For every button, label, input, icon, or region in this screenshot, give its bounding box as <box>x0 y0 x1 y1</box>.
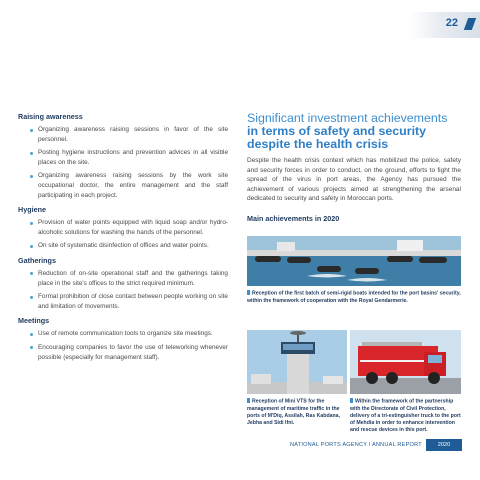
section-heading: Hygiene <box>18 205 46 215</box>
title-line: despite the health crisis <box>247 137 389 151</box>
footer-year: 2020 <box>426 439 462 451</box>
caption-marker <box>350 398 353 403</box>
list-item: Formal prohibition of close contact between people working on site and limitation of movements. <box>18 292 228 311</box>
caption-marker <box>247 398 250 403</box>
list-item: Use of remote communication tools to organize site meetings. <box>18 329 228 339</box>
bullet-list <box>18 269 228 311</box>
list-item: Encouraging companies to favor the use of teleworking whenever possible (especially for management staff). <box>18 343 228 362</box>
achievements-heading: Main achievements in 2020 <box>247 213 340 223</box>
list-item: Posting hygiene instructions and prevention advices in all visible places on the site. <box>18 148 228 167</box>
article-title <box>247 112 461 151</box>
right-column <box>247 112 461 229</box>
list-item: Provision of water points equipped with liquid soap and/or hydro-alcoholic solutions for washing the hands of the personnel. <box>18 218 228 237</box>
left-column <box>18 112 228 367</box>
section-heading: Meetings <box>18 316 50 326</box>
vts-caption: Reception of Mini VTS for the management of maritime traffic in the ports of M'Diq, Assilah, Ras Kabdana, Jebha and Sidi Ifni. <box>247 398 340 427</box>
bullet-list <box>18 329 228 362</box>
title-line: Significant investment achievements <box>247 111 448 125</box>
section-heading: Raising awareness <box>18 112 83 121</box>
caption-marker <box>247 290 250 295</box>
boats-photo <box>247 236 461 286</box>
boats-caption: Reception of the first batch of semi-rigid boats intended for the port basins' security, within the framework of cooperation with the Royal Gendarmerie. <box>247 290 461 304</box>
vts-tower-photo <box>247 330 347 394</box>
page-number: 22 <box>445 17 458 29</box>
fire-truck-photo <box>350 330 461 394</box>
bullet-list <box>18 125 228 200</box>
list-item: Reduction of on-site operational staff and the gatherings taking place in the site's offices to the strict required minimum. <box>18 269 228 288</box>
bullet-list <box>18 218 228 251</box>
footer-report-title: NATIONAL PORTS AGENCY I ANNUAL REPORT <box>290 442 422 448</box>
list-item: Organizing awareness raising sessions in favor of the site personnel. <box>18 125 228 144</box>
section-heading: Gatherings <box>18 255 56 265</box>
list-item: Organizing awareness raising sessions by the work site occupational doctor, the entire management and the staff participating in each project. <box>18 171 228 200</box>
truck-caption: Within the framework of the partnership with the Directorate of Civil Protection, delivery of a tri-estinguisher truck to the port of Mehdia in order to enhance intervention and rescue devices in this port. <box>350 398 461 434</box>
article-body: Despite the health crisis context which has mobilized the police, safety and security forces in order to conduct, on the ground, efforts to fight the spread of the virus in port areas, the Agency has pursued the achievement of various projects aimed at strengthening the arsenal dedicated to security and safety in Moroccan ports. <box>247 157 461 202</box>
list-item: On site of systematic disinfection of offices and water points. <box>18 241 228 251</box>
title-line: in terms of safety and security <box>247 124 427 138</box>
